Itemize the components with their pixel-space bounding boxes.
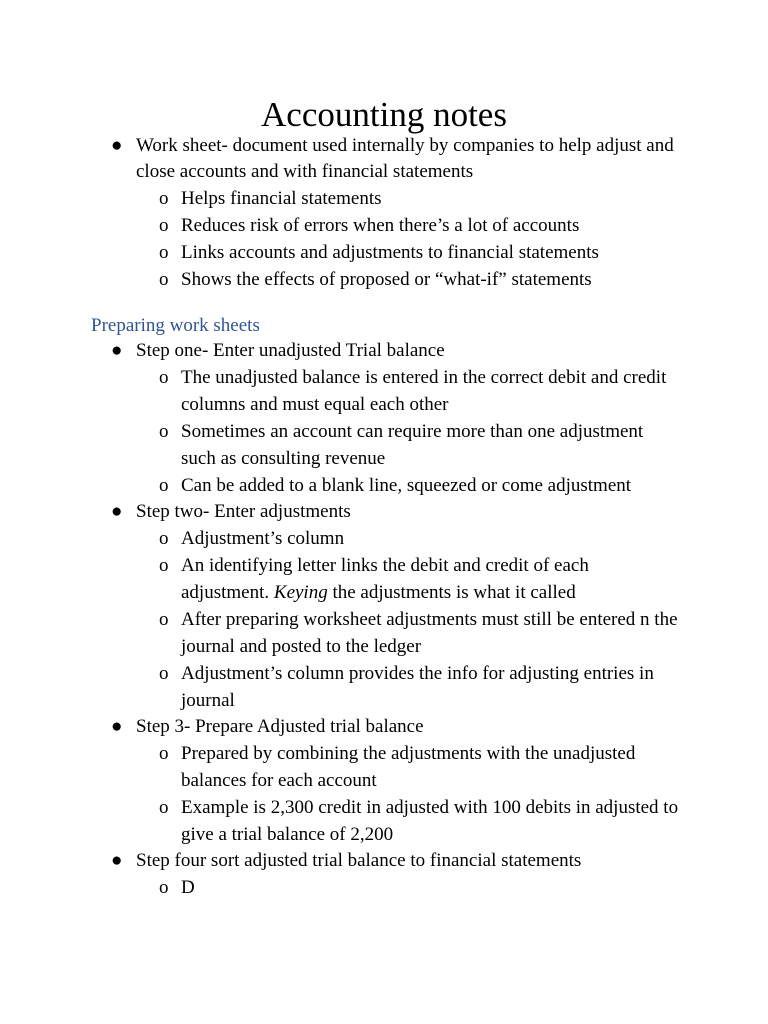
circle-bullet-icon: o	[159, 188, 169, 209]
sub-list-item-text: Shows the effects of proposed or “what-if” statements	[181, 269, 592, 290]
sub-list-item-text: Adjustment’s column provides the info for adjusting entries in journal	[181, 663, 654, 711]
sub-list-item-text: Adjustment’s column	[181, 528, 345, 549]
page-title: Accounting notes	[261, 95, 507, 134]
sub-list-item	[159, 418, 681, 472]
worksheet-section	[0, 133, 768, 293]
list-item	[111, 133, 680, 185]
section-heading: Preparing work sheets	[91, 315, 260, 336]
sub-list-item	[159, 364, 681, 418]
circle-bullet-icon: o	[159, 877, 169, 898]
sub-list-item-text: Helps financial statements	[181, 188, 382, 209]
sub-list-item-text: Can be added to a blank line, squeezed or come adjustment	[181, 475, 632, 496]
sub-list-item-text-before: An identifying letter links the debit and credit of each adjustment.	[181, 555, 589, 603]
sub-list-item	[159, 185, 681, 212]
circle-bullet-icon: o	[159, 743, 169, 764]
sub-list-item-text: Links accounts and adjustments to financial statements	[181, 242, 599, 263]
step-label: Step four sort adjusted trial balance to financial statements	[136, 850, 582, 871]
circle-bullet-icon: o	[159, 367, 169, 388]
sub-list-item	[159, 660, 681, 714]
sub-list-item-text: Reduces risk of errors when there’s a lot of accounts	[181, 215, 580, 236]
sub-list-item-text: Sometimes an account can require more than one adjustment such as consulting revenue	[181, 421, 644, 469]
circle-bullet-icon: o	[159, 555, 169, 576]
list-item-text: Work sheet- document used internally by companies to help adjust and close accounts and with financial statements	[136, 135, 674, 182]
circle-bullet-icon: o	[159, 797, 169, 818]
circle-bullet-icon: o	[159, 663, 169, 684]
bullet-icon: ●	[111, 850, 123, 871]
sub-list-item	[159, 212, 681, 239]
sub-list-item	[159, 472, 681, 499]
sub-list-item	[159, 239, 681, 266]
sub-list-item	[159, 606, 681, 660]
sub-list-item-text: D	[181, 877, 195, 898]
circle-bullet-icon: o	[159, 421, 169, 442]
sub-list-item-text: Example is 2,300 credit in adjusted with 100 debits in adjusted to give a trial balance of 2,200	[181, 797, 679, 845]
sub-list-item	[159, 740, 681, 794]
bullet-icon: ●	[111, 716, 123, 737]
circle-bullet-icon: o	[159, 215, 169, 236]
sub-list-item	[159, 874, 681, 901]
bullet-icon: ●	[111, 135, 123, 156]
circle-bullet-icon: o	[159, 242, 169, 263]
step-item	[111, 499, 680, 525]
step-label: Step two- Enter adjustments	[136, 501, 351, 522]
circle-bullet-icon: o	[159, 528, 169, 549]
bullet-icon: ●	[111, 340, 123, 361]
sub-list-item-text: Prepared by combining the adjustments with the unadjusted balances for each account	[181, 743, 636, 791]
step-item	[111, 848, 680, 874]
bullet-icon: ●	[111, 501, 123, 522]
circle-bullet-icon: o	[159, 475, 169, 496]
step-label: Step 3- Prepare Adjusted trial balance	[136, 716, 424, 737]
sub-list-item-text: The unadjusted balance is entered in the correct debit and credit columns and must equal each other	[181, 367, 667, 415]
step-item	[111, 714, 680, 740]
sub-list-item	[159, 266, 681, 293]
sub-list-item	[159, 525, 681, 552]
keying-term: Keying	[273, 582, 328, 603]
step-item	[111, 338, 680, 364]
steps-section	[0, 338, 768, 901]
circle-bullet-icon: o	[159, 609, 169, 630]
sub-list-item	[159, 794, 681, 848]
circle-bullet-icon: o	[159, 269, 169, 290]
step-label: Step one- Enter unadjusted Trial balance	[136, 340, 445, 361]
sub-list-item	[159, 552, 681, 606]
sub-list-item-text-after: the adjustments is what it called	[327, 582, 576, 603]
sub-list-item-text: After preparing worksheet adjustments must still be entered n the journal and posted to the ledger	[181, 609, 678, 657]
